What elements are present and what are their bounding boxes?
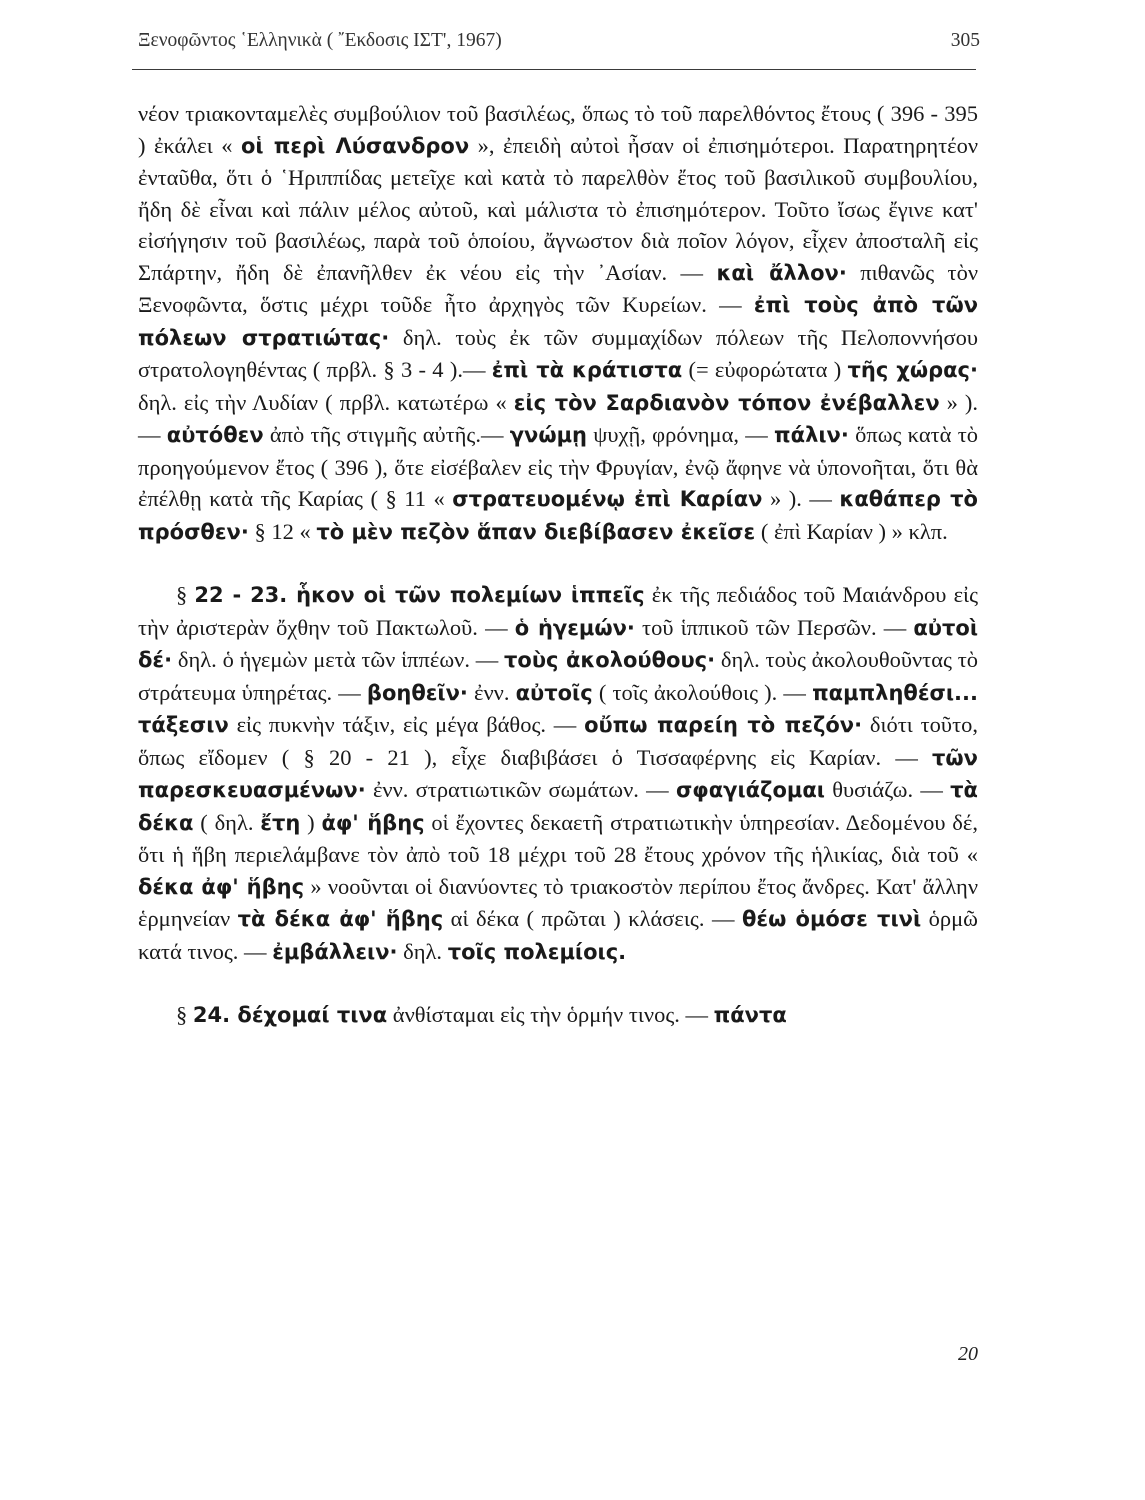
commentary-text: οἱ ἔχοντες δεκαετῆ στρατιωτικὴν ὑπηρεσίαν. Δεδομένου δέ, ὅτι ἡ ἥβη περιελάμβανε τὸν ἀπὸ τοῦ 18 μέχρι τοῦ 28 ἔτους χρόνον τῆς ἡλικίας, διὰ τοῦ « <box>138 809 978 867</box>
running-head-title: Ξενοφῶντος ῾Ελληνικὰ ( ῎Εκδοσις ΙΣΤ', 1967) <box>138 30 502 51</box>
commentary-text: ( δηλ. <box>193 809 261 835</box>
running-head <box>138 30 980 52</box>
signature-mark: 20 <box>958 1343 978 1365</box>
lemma-bold: τὸ μὲν πεζὸν ἅπαν διεβίβασεν ἐκεῖσε <box>316 519 756 544</box>
lemma-bold: πάλιν· <box>774 423 849 447</box>
commentary-text: » ). — <box>138 389 978 447</box>
commentary-text: § <box>176 582 195 607</box>
lemma-bold: τῆς χώρας· <box>847 358 978 382</box>
lemma-bold: αὐτοῖς <box>515 680 593 705</box>
paragraph-gap <box>138 968 978 999</box>
lemma-bold: θέω ὁμόσε τινὶ <box>741 907 922 931</box>
lemma-bold: ὁ ἡγεμών· <box>514 615 635 640</box>
lemma-bold: τῶν παρεσκευασμένων· <box>138 745 978 802</box>
lemma-bold: ἐπὶ τοὺς ἀπὸ τῶν πόλεων στρατιώτας· <box>138 293 978 350</box>
commentary-text: δηλ. εἰς τὴν Λυδίαν ( πρβλ. κατωτέρω « <box>138 389 514 415</box>
lemma-bold: παμπληθέσι... τάξεσιν <box>138 680 978 737</box>
lemma-bold: δέκα ἀφ' ἥβης <box>138 874 305 899</box>
lemma-bold: τὰ δέκα <box>138 778 978 835</box>
commentary-text: ἐνν. <box>467 679 516 705</box>
lemma-bold: γνώμῃ <box>509 423 587 447</box>
commentary-text: διότι τοῦτο, ὅπως εἴδομεν ( § 20 - 21 ), εἶχε διαβιβάσει ὁ Τισσαφέρνης εἰς Καρίαν. — <box>138 712 978 770</box>
lemma-bold: τοὺς ἀκολούθους· <box>504 648 716 672</box>
header-rule <box>132 69 976 70</box>
commentary-text: ἀνθίσταμαι εἰς τὴν ὁρμήν τινος. — <box>387 1002 714 1027</box>
lemma-bold: πάντα <box>713 1003 787 1027</box>
lemma-bold: 22 - 23. ἧκον οἱ τῶν πολεμίων ἱππεῖς <box>194 583 645 607</box>
commentary-text: ὁρμῶ κατά τινος. — <box>138 906 978 964</box>
commentary-text: (= εὐφορώτατα ) <box>682 357 848 382</box>
paragraph <box>138 579 978 968</box>
commentary-text: τοῦ ἱππικοῦ τῶν Περσῶν. — <box>634 614 914 640</box>
commentary-text: εἰς πυκνὴν τάξιν, εἰς μέγα βάθος. — <box>228 712 585 737</box>
commentary-text: ἐνν. στρατιωτικῶν σωμάτων. — <box>365 777 676 802</box>
lemma-bold: ἀφ' ἥβης <box>321 810 425 835</box>
commentary-text: ) <box>300 809 322 835</box>
lemma-bold: σφαγιάζομαι <box>675 778 825 802</box>
lemma-bold: αὐτοὶ δέ· <box>138 615 978 672</box>
lemma-bold: ἔτη <box>260 810 301 835</box>
commentary-text: ψυχῇ, φρόνημα, — <box>587 422 775 447</box>
commentary-text: θυσιάζω. — <box>824 777 951 802</box>
commentary-text: δηλ. <box>397 938 448 964</box>
lemma-bold: στρατευομένῳ ἐπὶ Καρίαν <box>452 487 763 511</box>
commentary-text: ἀπὸ τῆς στιγμῆς αὐτῆς.— <box>263 422 510 447</box>
commentary-text: δηλ. ὁ ἡγεμὼν μετὰ τῶν ἱππέων. — <box>172 647 505 672</box>
paragraph <box>138 999 978 1032</box>
commentary-text: § 12 « <box>248 518 317 544</box>
commentary-text: ὅπως κατὰ τὸ προηγούμενον ἔτος ( 396 ), ὅτε εἰσέβαλεν εἰς τὴν Φρυγίαν, ἐνῷ ἄφηνε νὰ ὑπονοῆται, ὅτι θὰ ἐπέλθῃ κατὰ τῆς Καρίας ( § 11 « <box>138 422 978 511</box>
lemma-bold: 24. δέχομαί τινα <box>192 1003 388 1027</box>
commentary-text: » ). — <box>762 486 840 511</box>
commentary-text: αἱ δέκα ( πρῶται ) κλάσεις. — <box>443 906 742 931</box>
paragraph-gap <box>138 548 978 579</box>
commentary-text: δηλ. τοὺς ἐκ τῶν συμμαχίδων πόλεων τῆς Πελοποννήσου στρατολογηθέντας ( πρβλ. § 3 - 4 ).— <box>138 324 978 382</box>
lemma-bold: τοῖς πολεμίοις. <box>447 939 627 964</box>
commentary-text: νέον τριακονταμελὲς συμβούλιον τοῦ βασιλέως, ὅπως τὸ τοῦ παρελθόντος ἔτους ( 396 - 395 ) ἐκάλει « <box>138 101 978 158</box>
lemma-bold: καθάπερ τὸ πρόσθεν· <box>138 487 978 544</box>
commentary-text: πιθανῶς τὸν Ξενοφῶντα, ὅστις μέχρι τοῦδε ἦτο ἀρχηγὸς τῶν Κυρείων. — <box>138 259 978 317</box>
commentary-text: » νοοῦνται οἱ διανύοντες τὸ τριακοστὸν περίπου ἔτος ἄνδρες. Κατ' ἄλλην ἑρμηνείαν <box>138 873 979 931</box>
commentary-text: ( τοῖς ἀκολούθοις ). — <box>592 679 813 705</box>
commentary-body <box>138 98 978 1032</box>
lemma-bold: βοηθεῖν· <box>366 680 468 705</box>
lemma-bold: αὐτόθεν <box>166 423 264 447</box>
lemma-bold: ἐπὶ τὰ κράτιστα <box>491 358 683 382</box>
lemma-bold: οὔπω παρείη τὸ πεζόν· <box>584 713 863 737</box>
commentary-text: », ἐπειδὴ αὐτοὶ ἦσαν οἱ ἐπισημότεροι. Παρατηρητέον ἐνταῦθα, ὅτι ὁ ῾Ηριππίδας μετεῖχε καὶ κατὰ τὸ παρελθὸν ἔτος τοῦ βασιλικοῦ συμβουλίου, ἤδη δὲ εἶναι καὶ πάλιν μέλος αὐτοῦ, καὶ μάλιστα τὸ ἐπισημότερον. Τοῦτο ἴσως ἔγινε κατ' εἰσήγησιν τοῦ βασιλέως, παρὰ τοῦ ὁποίου, ἄγνωστον διὰ ποῖον λόγον, εἶχεν ἀποσταλῆ εἰς Σπάρτην, ἤδη δὲ ἐπανῆλθεν ἐκ νέου εἰς τὴν ᾿Ασίαν. — <box>138 132 978 285</box>
commentary-text: ἐκ τῆς πεδιάδος τοῦ Μαιάνδρου εἰς τὴν ἀριστερὰν ὄχθην τοῦ Πακτωλοῦ. — <box>138 582 979 640</box>
commentary-text: δηλ. τοὺς ἀκολουθοῦντας τὸ στράτευμα ὑπηρέτας. — <box>138 647 978 705</box>
paragraph <box>138 98 978 548</box>
commentary-text: § <box>176 1002 193 1027</box>
page-number: 305 <box>950 30 980 51</box>
lemma-bold: ἐμβάλλειν· <box>272 939 398 964</box>
lemma-bold: εἰς τὸν Σαρδιανὸν τόπον ἐνέβαλλεν <box>513 390 940 415</box>
lemma-bold: τὰ δέκα ἀφ' ἥβης <box>237 907 444 931</box>
lemma-bold: οἱ περὶ Λύσανδρον <box>240 133 470 158</box>
commentary-text: ( ἐπὶ Καρίαν ) » κλπ. <box>755 518 948 544</box>
lemma-bold: καὶ ἄλλον· <box>716 260 847 285</box>
